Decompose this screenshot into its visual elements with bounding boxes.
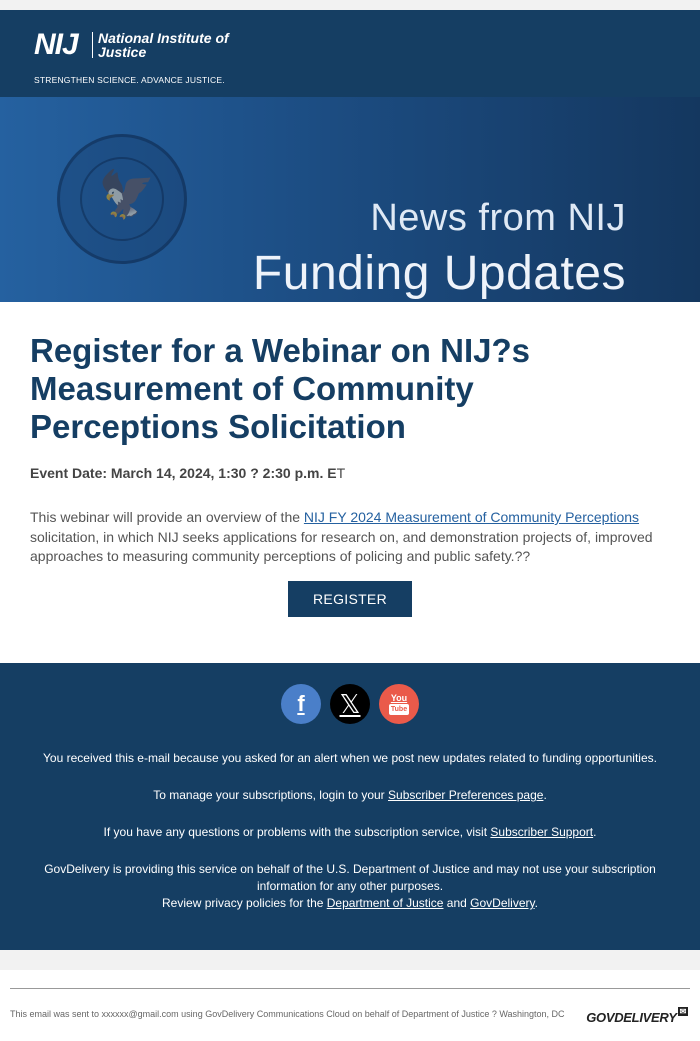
youtube-icon-box: Tube xyxy=(390,705,408,713)
footer-support xyxy=(0,824,700,841)
footer-line3-before: If you have any questions or problems with the subscription service, visit xyxy=(103,825,491,839)
nij-logo-mark: NIJ xyxy=(34,28,78,61)
govdelivery-logo[interactable] xyxy=(586,1007,688,1025)
register-button[interactable]: REGISTER xyxy=(288,581,412,617)
article-title: Register for a Webinar on NIJ?s Measurement of Community Perceptions Solicitation xyxy=(30,332,530,445)
subscriber-support-link[interactable]: Subscriber Support xyxy=(490,825,594,839)
x-twitter-icon[interactable]: 𝕏 xyxy=(330,684,370,724)
govdelivery-logo-text: GOVDELIVERY xyxy=(586,1010,677,1025)
govdelivery-privacy-link[interactable]: GovDelivery xyxy=(470,896,535,910)
footer-manage-subscriptions xyxy=(0,787,700,804)
email-footer xyxy=(0,663,700,950)
nij-tagline: STRENGTHEN SCIENCE. ADVANCE JUSTICE. xyxy=(34,75,225,85)
doj-seal-icon xyxy=(57,134,187,264)
desc-text-after: solicitation, in which NIJ seeks applications for research on, and demonstration projects of, improved approaches to measuring community perceptions of policing and public safety.?? xyxy=(30,528,653,564)
article-description xyxy=(30,508,670,567)
divider xyxy=(10,988,690,989)
subscriber-preferences-link[interactable]: Subscriber Preferences page xyxy=(388,788,544,802)
hero-banner xyxy=(0,97,700,302)
doj-privacy-link[interactable]: Department of Justice xyxy=(326,896,444,910)
youtube-icon[interactable] xyxy=(379,684,419,724)
delivery-footer xyxy=(0,970,700,1041)
article-body xyxy=(0,302,700,663)
nij-logo-name: National Institute of Justice xyxy=(98,30,229,60)
footer-line3-after: . xyxy=(593,825,597,839)
chat-bubble-icon: ✉ xyxy=(679,1007,686,1016)
hero-title: Funding Updates xyxy=(252,247,626,300)
footer-line2-before: To manage your subscriptions, login to your xyxy=(153,788,389,802)
hero-subtitle: News from NIJ xyxy=(370,197,626,239)
eagle-icon: 🦅 xyxy=(98,168,156,220)
footer-line2-after: . xyxy=(543,788,547,802)
footer-line5-before: Review privacy policies for the xyxy=(162,896,327,910)
event-date xyxy=(30,465,670,481)
facebook-icon[interactable]: f xyxy=(281,684,321,724)
brand-header xyxy=(0,10,700,97)
logo-divider xyxy=(92,32,93,58)
footer-line4: GovDelivery is providing this service on behalf of the U.S. Department of Justice and may not use your subscription information for any other purposes. xyxy=(44,862,656,893)
desc-text-before: This webinar will provide an overview of the xyxy=(30,509,304,525)
event-date-label: Event Date: March 14, 2024, 1:30 ? 2:30 p.m. E xyxy=(30,465,337,481)
social-links xyxy=(0,684,700,724)
sent-to-notice: This email was sent to xxxxxx@gmail.com using GovDelivery Communications Cloud on behalf of Department of Justice ? Washington, DC xyxy=(10,1009,565,1019)
youtube-icon-top: You xyxy=(390,692,408,703)
event-date-tail: T xyxy=(336,465,346,481)
footer-alert-reason: You received this e-mail because you asked for an alert when we post new updates related to funding opportunities. xyxy=(43,751,657,765)
footer-line5-mid: and xyxy=(443,896,471,910)
footer-line5-after: . xyxy=(534,896,538,910)
top-spacer xyxy=(0,0,700,10)
solicitation-link[interactable]: NIJ FY 2024 Measurement of Community Perceptions xyxy=(303,509,640,525)
footer-govdelivery-notice xyxy=(0,861,700,912)
register-row xyxy=(30,581,670,617)
